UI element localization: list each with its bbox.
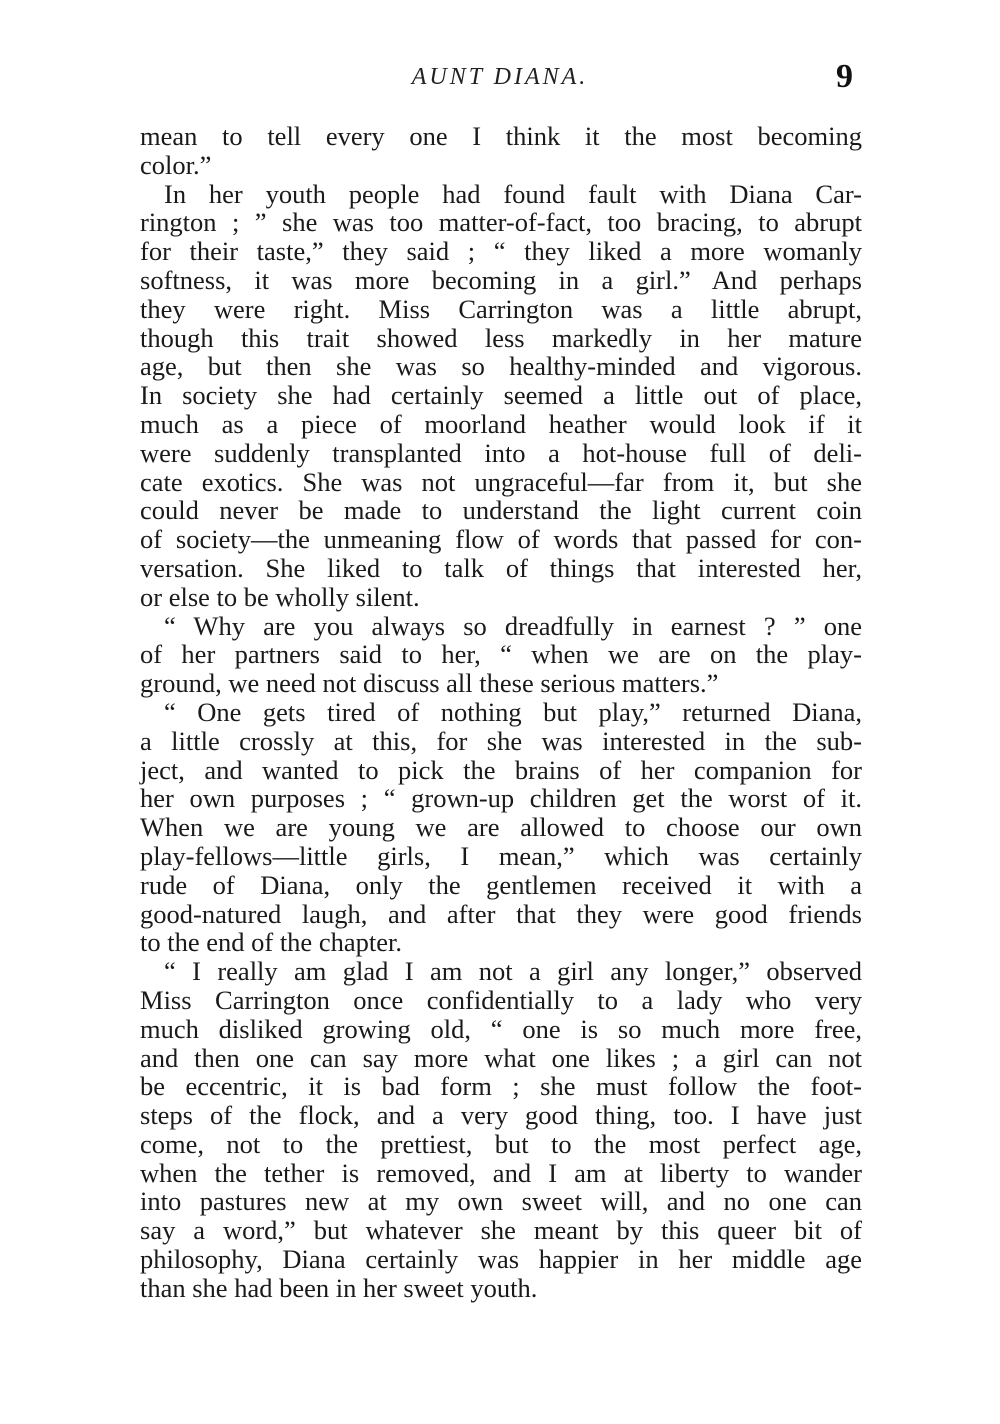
text-line: When we are young we are allowed to choose our own [140, 812, 862, 843]
text-line: of her partners said to her, “ when we are on the play- [140, 639, 862, 670]
text-line: when the tether is removed, and I am at liberty to wander [140, 1157, 862, 1188]
running-head [0, 60, 1000, 100]
text-line: cate exotics. She was not ungraceful—far from it, but she [140, 466, 862, 497]
text-line: come, not to the prettiest, but to the most perfect age, [140, 1128, 862, 1159]
text-line: mean to tell every one I think it the most becoming [140, 121, 862, 151]
page-number: 9 [836, 58, 853, 95]
text-line: play-fellows—little girls, I mean,” which was certainly [140, 840, 862, 871]
text-line: rington ; ” she was too matter-of-fact, too bracing, to abrupt [140, 207, 862, 238]
text-line: philosophy, Diana certainly was happier in her middle age [140, 1244, 862, 1275]
text-line: “ Why are you always so dreadfully in earnest ? ” one [164, 610, 862, 641]
running-title: AUNT DIANA. [411, 64, 589, 90]
text-line: or else to be wholly silent. [140, 581, 420, 612]
text-line: her own purposes ; “ grown-up children get the worst of it. [140, 783, 862, 814]
text-line: ject, and wanted to pick the brains of her companion for [140, 754, 862, 785]
text-line: “ One gets tired of nothing but play,” returned Diana, [164, 696, 862, 727]
text-line: versation. She liked to talk of things that interested her, [140, 552, 862, 583]
text-line: for their taste,” they said ; “ they liked a more womanly [140, 236, 862, 267]
text-line: than she had been in her sweet youth. [140, 1272, 538, 1303]
text-line: a little crossly at this, for she was interested in the sub- [140, 725, 862, 756]
text-line: ground, we need not discuss all these serious matters.” [140, 668, 719, 699]
text-line: were suddenly transplanted into a hot-house full of deli- [140, 437, 862, 468]
text-line: say a word,” but whatever she meant by this queer bit of [140, 1215, 862, 1246]
text-line: In society she had certainly seemed a little out of place, [140, 380, 862, 411]
text-line: “ I really am glad I am not a girl any longer,” observed [164, 956, 862, 987]
text-line: much as a piece of moorland heather would look if it [140, 408, 862, 439]
text-line: and then one can say more what one likes ; a girl can not [140, 1042, 862, 1073]
text-line: softness, it was more becoming in a girl.” And perhaps [140, 264, 862, 295]
text-line: good-natured laugh, and after that they were good friends [140, 898, 862, 929]
text-line: In her youth people had found fault with Diana Car- [164, 178, 862, 209]
text-line: of society—the unmeaning flow of words that passed for con- [140, 524, 862, 555]
text-line: much disliked growing old, “ one is so much more free, [140, 1013, 862, 1044]
text-line: though this trait showed less markedly in her mature [140, 322, 862, 353]
text-line: Miss Carrington once confidentially to a lady who very [140, 984, 862, 1015]
text-line: age, but then she was so healthy-minded and vigorous. [140, 351, 862, 382]
text-line: into pastures new at my own sweet will, and no one can [140, 1186, 862, 1217]
text-line: to the end of the chapter. [140, 927, 402, 958]
text-line: be eccentric, it is bad form ; she must follow the foot- [140, 1071, 862, 1102]
text-line: steps of the flock, and a very good thing, too. I have just [140, 1100, 862, 1131]
text-line: could never be made to understand the light current coin [140, 495, 862, 526]
text-line: rude of Diana, only the gentlemen received it with a [140, 869, 862, 900]
text-line: color.” [140, 149, 212, 180]
text-line: they were right. Miss Carrington was a little abrupt, [140, 293, 862, 324]
body-text [140, 122, 862, 1303]
